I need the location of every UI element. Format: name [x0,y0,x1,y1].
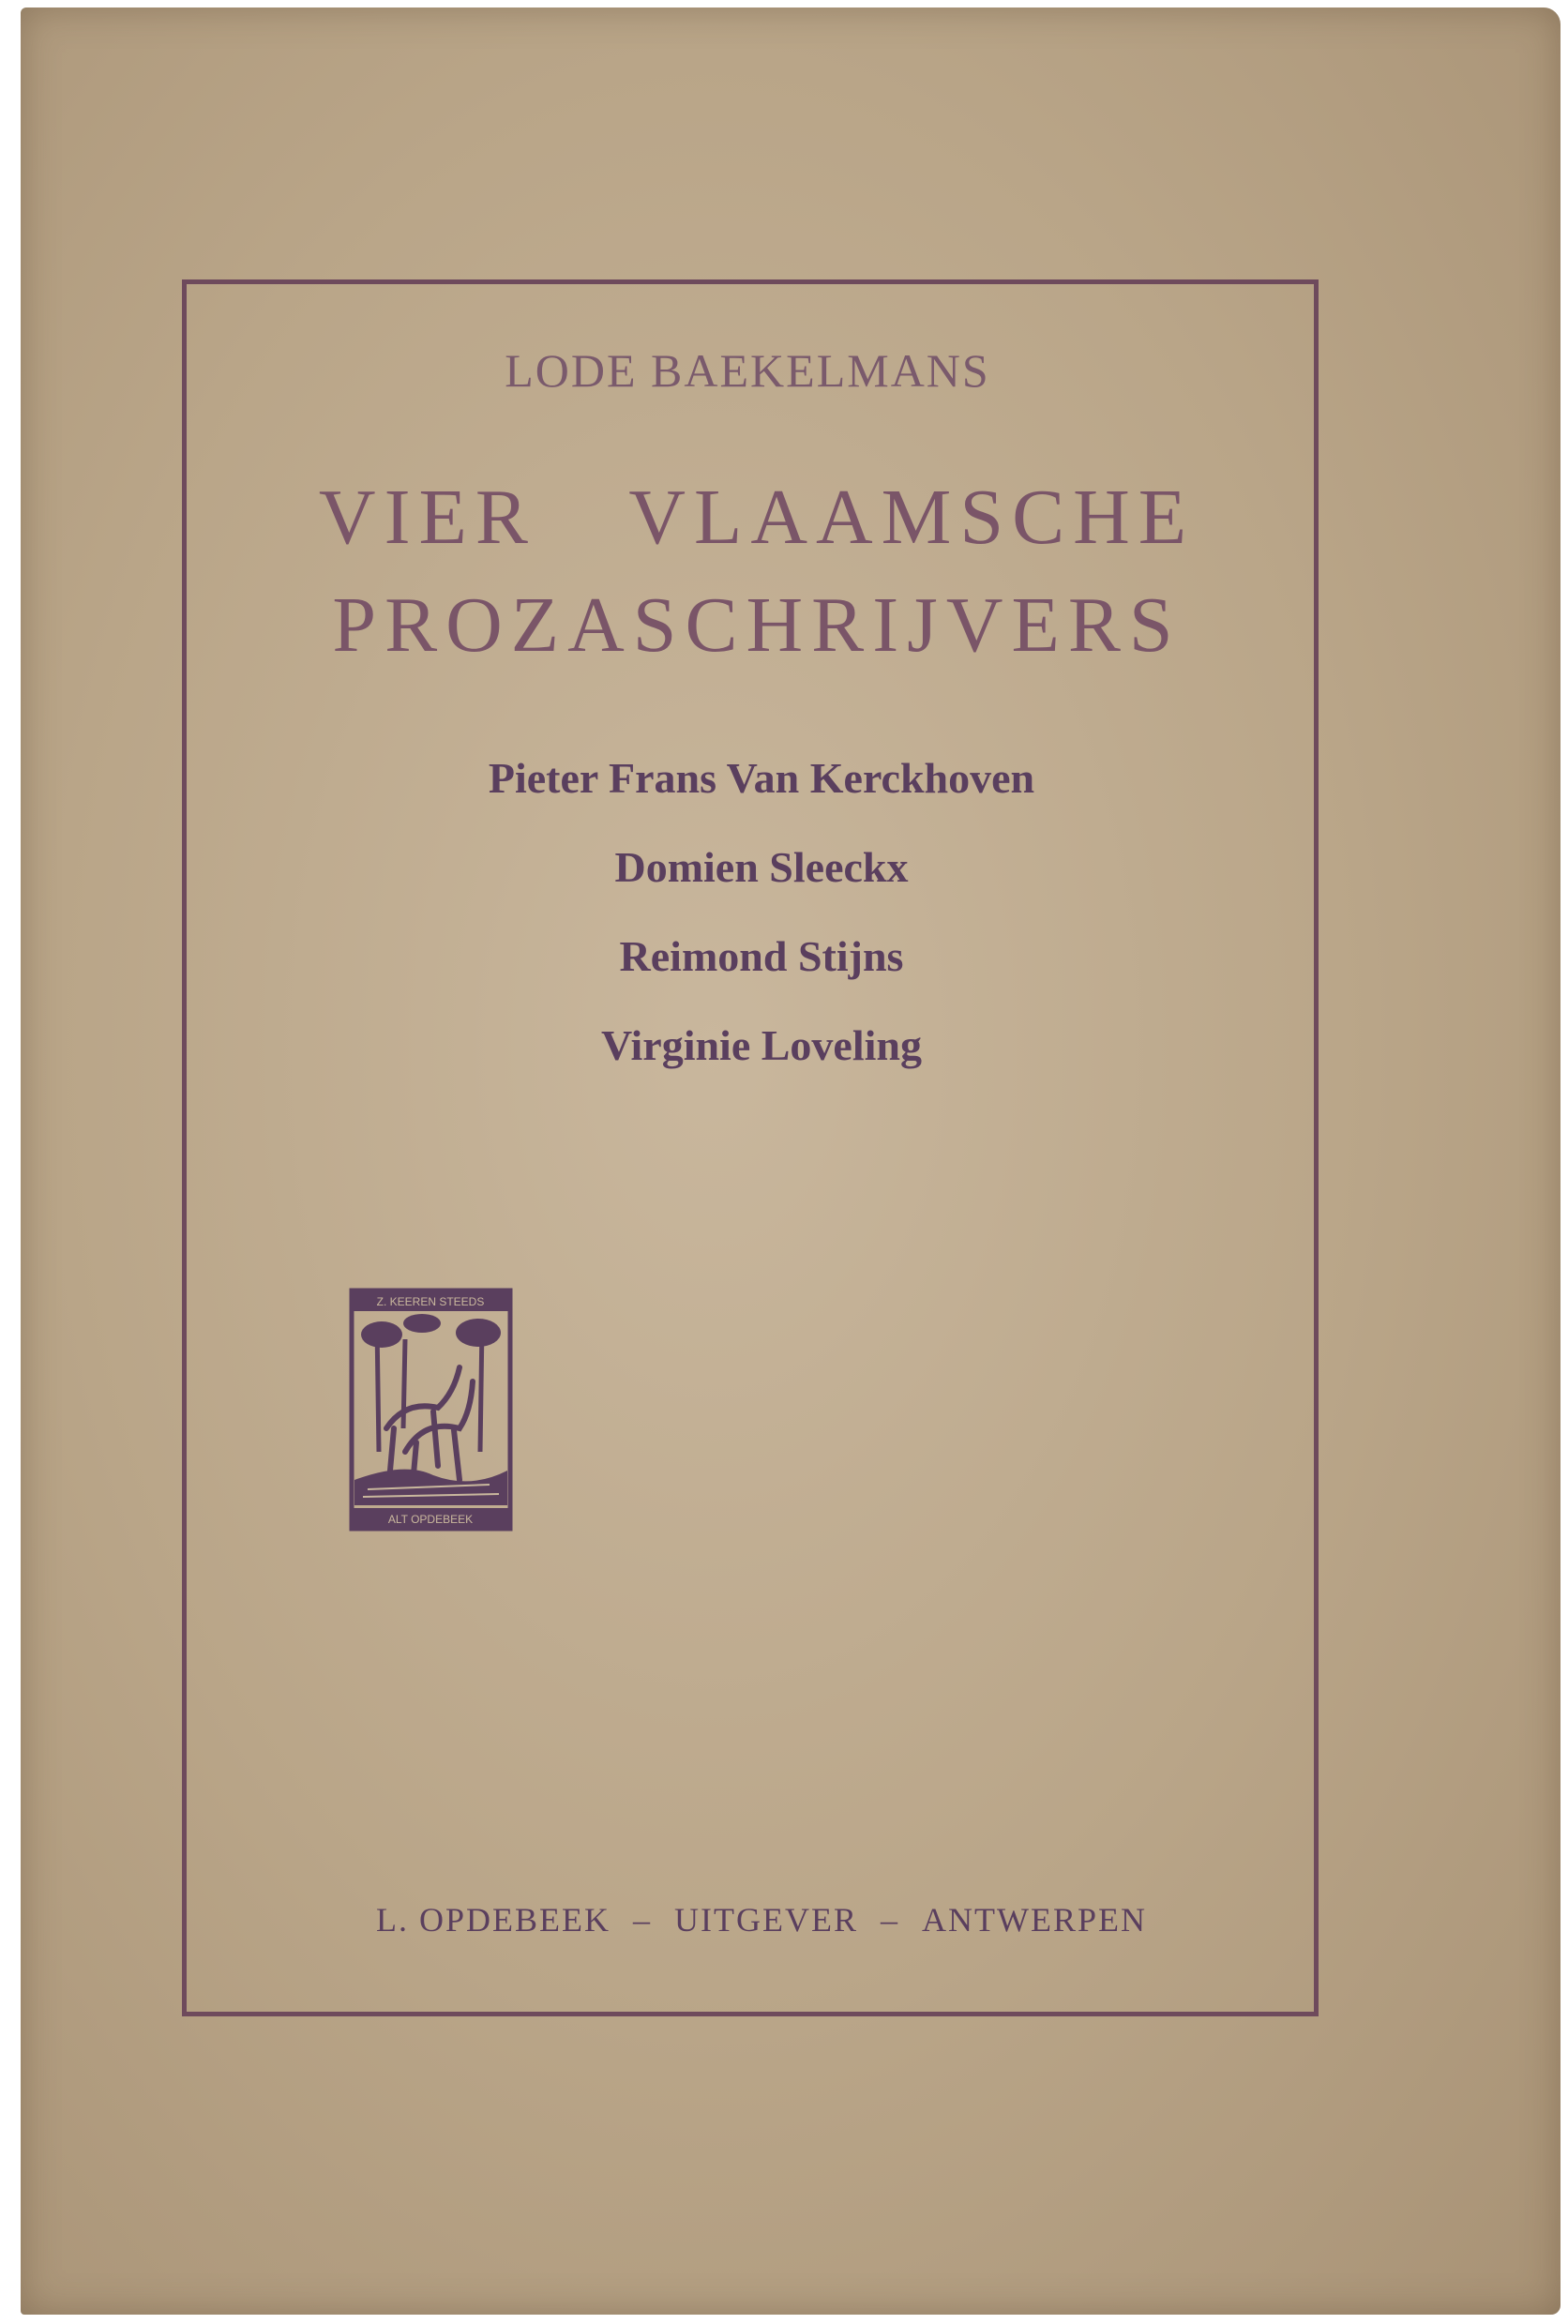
imprint-bottom-text: ALT OPDEBEEK [387,1513,474,1526]
publisher-city: ANTWERPEN [921,1901,1147,1939]
book-cover [21,8,1560,2315]
author-name: LODE BAEKELMANS [505,344,990,397]
publisher-device [349,1288,513,1532]
subject-name: Reimond Stijns [619,932,904,980]
separator-dash: – [880,1901,899,1939]
subject-name: Pieter Frans Van Kerckhoven [488,754,1035,802]
publisher-line [208,1900,1315,1939]
subject-name: Domien Sleeckx [614,843,909,891]
title-line-1: VIER VLAAMSCHE [318,474,1196,561]
separator-dash: – [633,1901,653,1939]
imprint-top-text: Z. KEEREN STEEDS [376,1295,485,1308]
publisher-name: L. OPDEBEEK [376,1901,611,1939]
deer-woodcut-icon [349,1288,513,1532]
subject-name: Virginie Loveling [600,1021,922,1069]
title-line-2: PROZASCHRIJVERS [332,581,1182,669]
publisher-role: UITGEVER [674,1901,858,1939]
